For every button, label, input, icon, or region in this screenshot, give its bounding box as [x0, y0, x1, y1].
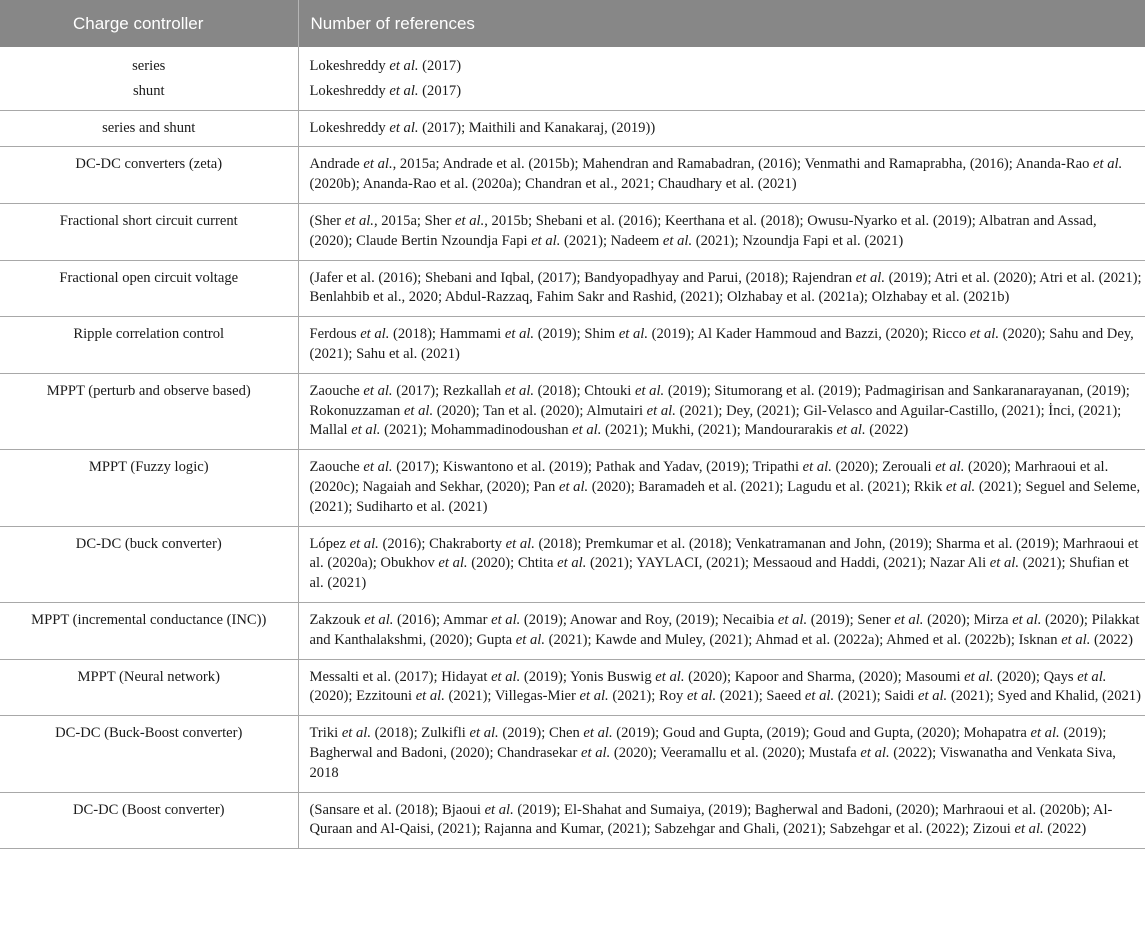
references-cell [298, 450, 1145, 526]
table-row [0, 526, 1145, 602]
reference-text: Andrade [309, 156, 364, 173]
reference-text: (2019); Bagherwal and Badoni, (2020); Chandrasekar [309, 725, 1107, 761]
charge-controller-cell [0, 792, 298, 849]
references-cell [298, 110, 1145, 147]
et-al-italic: et al. [804, 688, 835, 705]
et-al-italic: et al. [894, 611, 924, 628]
et-al-italic: et al. [572, 422, 602, 439]
reference-text: (2019); Yonis Buswig [520, 668, 656, 685]
charge-controller-name: DC-DC converters (zeta) [75, 156, 223, 173]
reference-text: (2021); Mohammadinodoushan [380, 422, 573, 439]
et-al-italic: et al. [558, 478, 589, 495]
et-al-italic: et al. [484, 801, 514, 818]
charge-controller-name: DC-DC (buck converter) [75, 535, 222, 552]
reference-text: (2021); Syed and Khalid, (2021) [947, 688, 1141, 705]
et-al-italic: et al. [469, 725, 499, 742]
references-cell [298, 659, 1145, 716]
charge-controller-name: series and shunt [102, 119, 196, 136]
table-row [0, 716, 1145, 792]
et-al-italic: et al. [389, 82, 419, 99]
references-cell [298, 526, 1145, 602]
header-number-of-references: Number of references [298, 0, 1145, 47]
reference-text: (2019); Anowar and Roy, (2019); Necaibia [520, 611, 778, 628]
charge-controller-name: MPPT (perturb and observe based) [46, 382, 251, 399]
reference-text: (2019); Sener [807, 611, 895, 628]
reference-text: (2018); Premkumar et al. (2018); Venkatramanan and John, (2019); Sharma et al. (2019); Marhraoui et al. (2020a); Obukhov [309, 535, 1139, 572]
table-row [0, 450, 1145, 526]
et-al-italic: et al. [389, 119, 419, 136]
reference-text: (2021); YAYLACI, (2021); Messaoud and Haddi, (2021); Nazar Ali [586, 555, 990, 572]
et-al-italic: et al. [1093, 156, 1123, 173]
et-al-italic: et al. [634, 382, 665, 399]
charge-controller-name: DC-DC (Buck-Boost converter) [55, 725, 243, 742]
et-al-italic: et al. [1077, 668, 1107, 685]
reference-line [310, 57, 1144, 77]
table-row [0, 317, 1145, 374]
charge-controller-cell [0, 260, 298, 317]
reference-text: (2019); Shim [534, 326, 619, 343]
et-al-italic: et al. [583, 725, 613, 742]
et-al-italic: et al. [504, 382, 535, 399]
et-al-italic: et al. [686, 688, 717, 705]
reference-text: (2021); Kawde and Muley, (2021); Ahmad et al. (2022a); Ahmed et al. (2022b); Isknan [544, 631, 1062, 648]
et-al-italic: et al. [438, 555, 468, 572]
charge-controller-cell [0, 317, 298, 374]
table-row [0, 260, 1145, 317]
et-al-italic: et al. [802, 459, 832, 476]
reference-text: (2019); Situmorang et al. (2019); Padmagirisan and Sankaranarayanan, (2019); Rokonuzzaman [309, 382, 1130, 419]
et-al-italic: et al. [777, 611, 808, 628]
reference-text: Triki [309, 725, 342, 742]
table-row [0, 47, 1145, 110]
et-al-italic: et al. [491, 611, 521, 628]
table-row [0, 602, 1145, 659]
reference-text: (2020); Chtita [467, 555, 558, 572]
et-al-italic: et al. [363, 382, 393, 399]
reference-text: (2021); Dey, (2021); Gil-Velasco and Aguilar-Castillo, (2021); İnci, (2021); Mallal [309, 402, 1122, 439]
reference-text: (2020); Ezzitouni [309, 688, 416, 705]
reference-text: Zaouche [309, 459, 364, 476]
et-al-italic: et al. [1014, 821, 1044, 838]
reference-text: (Jafer et al. (2016); Shebani and Iqbal, (2017); Bandyopadhyay and Parui, (2018); Rajendran [309, 269, 856, 286]
reference-text: Messalti et al. (2017); Hidayat [309, 668, 492, 685]
reference-text: (2019); Chen [498, 725, 584, 742]
reference-text: (2021); Shufian et al. (2021) [309, 555, 1129, 592]
reference-text: Lokeshreddy [309, 82, 390, 99]
reference-text: , 2015a; Andrade et al. (2015b); Mahendran and Ramabadran, (2016); Venmathi and Ramaprabha, (2016); Ananda-Rao [392, 156, 1094, 173]
reference-text: (2017); Rezkallah [392, 382, 505, 399]
et-al-italic: et al. [403, 402, 434, 419]
et-al-italic: et al. [1061, 631, 1091, 648]
et-al-italic: et al. [363, 156, 393, 173]
table-body [0, 47, 1145, 849]
et-al-italic: et al. [918, 688, 948, 705]
reference-text: (2020); Marhraoui et al. (2020c); Nagaiah and Sekhar, (2020); Pan [309, 459, 1109, 495]
reference-text: (2016); Ammar [393, 611, 492, 628]
table-row [0, 792, 1145, 849]
charge-controller-cell [0, 602, 298, 659]
header-row [0, 0, 1145, 47]
et-al-italic: et al. [646, 402, 676, 419]
reference-text: (2020); Kapoor and Sharma, (2020); Masoumi [684, 668, 965, 685]
et-al-italic: et al. [505, 535, 535, 552]
charge-controller-name: DC-DC (Boost converter) [72, 801, 225, 818]
references-cell [298, 47, 1145, 110]
et-al-italic: et al. [964, 668, 994, 685]
reference-text: (2021); Roy [608, 688, 687, 705]
reference-text: (2022) [1043, 821, 1087, 838]
et-al-italic: et al. [344, 212, 374, 229]
reference-text: (2018); Chtouki [534, 382, 635, 399]
reference-text: (2021); Villegas-Mier [444, 688, 580, 705]
reference-text: Ferdous [309, 326, 361, 343]
reference-text: (2019); Atri et al. (2020); Atri et al. (2021); Benlahbib et al., 2020; Abdul-Razzaq, Fahim Sakr and Rashid, (2021); Olzhabay et al. (2021a); Olzhabay et al. (2021b) [309, 269, 1142, 306]
et-al-italic: et al. [364, 611, 394, 628]
charge-controller-name: MPPT (Fuzzy logic) [88, 459, 209, 476]
reference-text: (2020); Mirza [923, 611, 1013, 628]
et-al-italic: et al. [389, 58, 419, 74]
reference-text: (2020); Pilakkat and Kanthalakshmi, (2020); Gupta [309, 611, 1140, 648]
reference-text: (2022) [1090, 631, 1133, 648]
reference-text: (2020b); Ananda-Rao et al. (2020a); Chandran et al., 2021; Chaudhary et al. (2021) [309, 176, 797, 193]
et-al-italic: et al. [618, 326, 648, 343]
charge-controller-cell [0, 716, 298, 792]
reference-text: (2020); Tan et al. (2020); Almutairi [433, 402, 647, 419]
reference-text: (2017); Maithili and Kanakaraj, (2019)) [418, 119, 656, 136]
charge-controller-cell [0, 110, 298, 147]
et-al-italic: et al. [855, 269, 885, 286]
references-cell [298, 716, 1145, 792]
reference-text: (2022) [865, 422, 909, 439]
reference-text: (2018); Zulkifli [371, 725, 470, 742]
table-row [0, 203, 1145, 260]
references-cell [298, 147, 1145, 204]
table-header [0, 0, 1145, 47]
et-al-italic: et al. [349, 535, 379, 552]
references-cell [298, 792, 1145, 849]
references-cell [298, 260, 1145, 317]
et-al-italic: et al. [515, 631, 545, 648]
et-al-italic: et al. [946, 478, 976, 495]
reference-text: (2022); Viswanatha and Venkata Siva, 2018 [309, 744, 1116, 781]
table-row [0, 147, 1145, 204]
charge-controller-cell [0, 373, 298, 449]
charge-controller-name: Fractional short circuit current [59, 212, 238, 229]
et-al-italic: et al. [655, 668, 685, 685]
reference-text: (2016); Chakraborty [378, 535, 506, 552]
references-cell [298, 203, 1145, 260]
reference-text: (2017) [418, 82, 462, 99]
reference-text: López [309, 535, 350, 552]
reference-text: Lokeshreddy [309, 119, 390, 136]
et-al-italic: et al. [360, 326, 390, 343]
et-al-italic: et al. [836, 422, 866, 439]
reference-text: (2020); Sahu and Dey, (2021); Sahu et al. (2021) [309, 326, 1134, 362]
charge-controller-name: MPPT (Neural network) [77, 668, 220, 685]
reference-text: Zakzouk [309, 611, 365, 628]
references-cell [298, 373, 1145, 449]
charge-controller-name: shunt [132, 82, 165, 99]
et-al-italic: et al. [351, 422, 381, 439]
charge-controller-cell [0, 47, 298, 110]
header-charge-controller: Charge controller [0, 0, 298, 47]
charge-controller-name: MPPT (incremental conductance (INC)) [31, 611, 267, 628]
et-al-italic: et al. [557, 555, 587, 572]
reference-text: (2021); Saidi [834, 688, 919, 705]
et-al-italic: et al. [531, 232, 561, 249]
reference-text: (2019); Al Kader Hammoud and Bazzi, (2020); Ricco [648, 326, 970, 343]
reference-text: (2021); Nadeem [560, 232, 663, 249]
et-al-italic: et al. [579, 688, 609, 705]
charge-controller-name: Fractional open circuit voltage [59, 269, 239, 286]
reference-text: (2020); Zerouali [831, 459, 936, 476]
et-al-italic: et al. [341, 725, 372, 742]
et-al-italic: et al. [415, 688, 445, 705]
reference-text: (2021); Saeed [716, 688, 805, 705]
et-al-italic: et al. [935, 459, 965, 476]
references-cell [298, 317, 1145, 374]
reference-line [310, 82, 1144, 102]
reference-text: (2019); Goud and Gupta, (2019); Goud and Gupta, (2020); Mohapatra [612, 725, 1031, 742]
et-al-italic: et al. [1012, 611, 1042, 628]
charge-controller-cell [0, 203, 298, 260]
et-al-italic: et al. [363, 459, 393, 476]
charge-controller-cell [0, 147, 298, 204]
et-al-italic: et al. [455, 212, 485, 229]
reference-text: , 2015a; Sher [373, 212, 456, 229]
et-al-italic: et al. [491, 668, 521, 685]
reference-text: (2017); Kiswantono et al. (2019); Pathak and Yadav, (2019); Tripathi [392, 459, 803, 476]
reference-text: (Sansare et al. (2018); Bjaoui [309, 801, 485, 818]
et-al-italic: et al. [860, 744, 890, 761]
references-cell [298, 602, 1145, 659]
reference-text: (2021); Nzoundja Fapi et al. (2021) [692, 232, 904, 249]
et-al-italic: et al. [504, 326, 535, 343]
table-row [0, 659, 1145, 716]
charge-controller-cell [0, 526, 298, 602]
et-al-italic: et al. [581, 744, 611, 761]
table-row [0, 110, 1145, 147]
charge-controller-name: series [132, 58, 166, 74]
charge-controller-cell [0, 450, 298, 526]
reference-text: (2018); Hammami [389, 326, 505, 343]
reference-text: (2021); Seguel and Seleme, (2021); Sudiharto et al. (2021) [309, 478, 1141, 515]
reference-text: (2021); Mukhi, (2021); Mandourarakis [601, 422, 837, 439]
charge-controller-cell [0, 659, 298, 716]
et-al-italic: et al. [969, 326, 999, 343]
reference-text: (2019); El-Shahat and Sumaiya, (2019); Bagherwal and Badoni, (2020); Marhraoui et al. (2020b); Al-Quraan and Al-Qaisi, (2021); Rajanna and Kumar, (2021); Sabzehgar and Ghali, (2021); Sabzehgar et al. (2022); Zizoui [309, 801, 1113, 838]
reference-text: (Sher [309, 212, 345, 229]
reference-text: Lokeshreddy [309, 58, 390, 74]
et-al-italic: et al. [1030, 725, 1060, 742]
et-al-italic: et al. [662, 232, 693, 249]
reference-text: (2020); Veeramallu et al. (2020); Mustafa [610, 744, 861, 761]
reference-text: Zaouche [309, 382, 364, 399]
et-al-italic: et al. [989, 555, 1019, 572]
reference-text: (2020); Qays [993, 668, 1078, 685]
table-row [0, 373, 1145, 449]
charge-controller-name: Ripple correlation control [73, 326, 225, 343]
reference-text: (2017) [418, 58, 462, 74]
reference-text: , 2015b; Shebani et al. (2016); Keerthana et al. (2018); Owusu-Nyarko et al. (2019); Albatran and Assad, (2020); Claude Bertin Nzoundja Fapi [309, 212, 1097, 249]
reference-text: (2020); Baramadeh et al. (2021); Lagudu et al. (2021); Rkik [588, 478, 947, 495]
